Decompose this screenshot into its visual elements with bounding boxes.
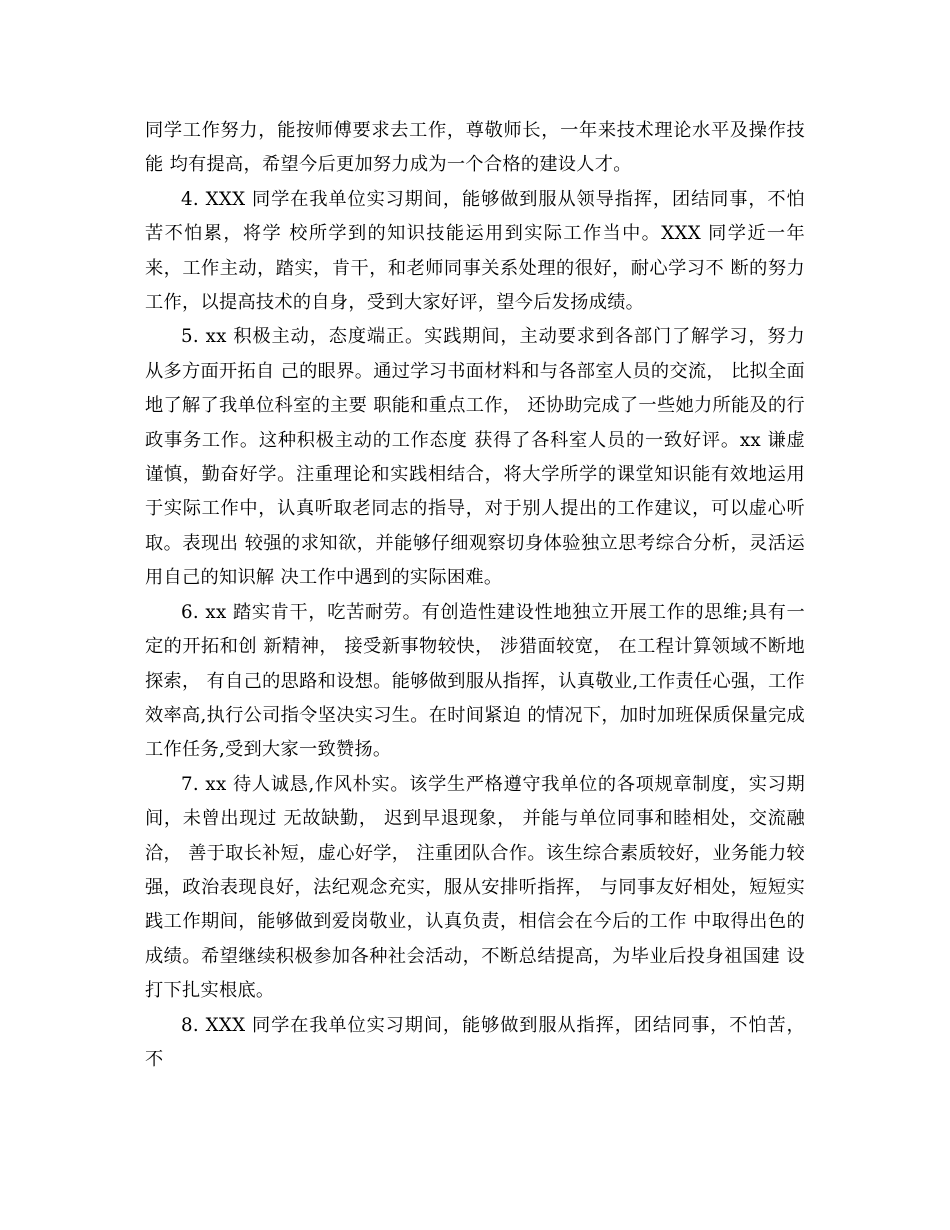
paragraph-item-4: 4. XXX 同学在我单位实习期间，能够做到服从领导指挥，团结同事，不怕苦不怕累，将学 校所学到的知识技能运用到实际工作当中。XXX 同学近一年来，工作主动，踏实，肯干，和老师同事关系处理的很好，耐心学习不 断的努力工作，以提高技术的自身，受到大家好评，望今后发扬成绩。 (145, 188, 805, 314)
paragraph-item-5: 5. xx 积极主动，态度端正。实践期间，主动要求到各部门了解学习，努力从多方面开拓自 己的眼界。通过学习书面材料和与各部室人员的交流， 比拟全面地了解了我单位科室的主要 职能和重点工作， 还协助完成了一些她力所能及的行政事务工作。这种积极主动的工作态度 获得了各科室人员的一致好评。xx 谦虚谨慎，勤奋好学。注重理论和实践相结合，将大学所学的课堂知识能有效地运用于实际工作中，认真听取老同志的指导，对于别人提出的工作建议，可以虚心听取。表现出 较强的求知欲，并能够仔细观察切身体验独立思考综合分析，灵活运用自己的知识解 决工作中遇到的实际困难。 (145, 326, 805, 589)
paragraph-continuation: 同学工作努力，能按师傅要求去工作，尊敬师长，一年来技术理论水平及操作技能 均有提高，希望今后更加努力成为一个合格的建设人才。 (145, 120, 805, 176)
paragraph-item-6: 6. xx 踏实肯干，吃苦耐劳。有创造性建设性地独立开展工作的思维;具有一定的开拓和创 新精神， 接受新事物较快， 涉猎面较宽， 在工程计算领域不断地探索， 有自己的思路和设想。能够做到服从指挥，认真敬业,工作责任心强，工作效率高,执行公司指令坚决实习生。在时间紧迫 的情况下，加时加班保质保量完成工作任务,受到大家一致赞扬。 (145, 601, 805, 761)
paragraph-item-7: 7. xx 待人诚恳,作风朴实。该学生严格遵守我单位的各项规章制度，实习期间，未曾出现过 无故缺勤， 迟到早退现象， 并能与单位同事和睦相处，交流融洽， 善于取长补短，虚心好学， 注重团队合作。该生综合素质较好，业务能力较强，政治表现良好，法纪观念充实，服从安排听指挥， 与同事友好相处，短短实践工作期间，能够做到爱岗敬业，认真负责，相信会在今后的工作 中取得出色的成绩。希望继续积极参加各种社会活动，不断总结提高，为毕业后投身祖国建 设打下扎实根底。 (145, 773, 805, 1002)
document-body (145, 114, 805, 1077)
paragraph-item-8: 8. XXX 同学在我单位实习期间，能够做到服从指挥，团结同事，不怕苦，不 (145, 1014, 805, 1070)
